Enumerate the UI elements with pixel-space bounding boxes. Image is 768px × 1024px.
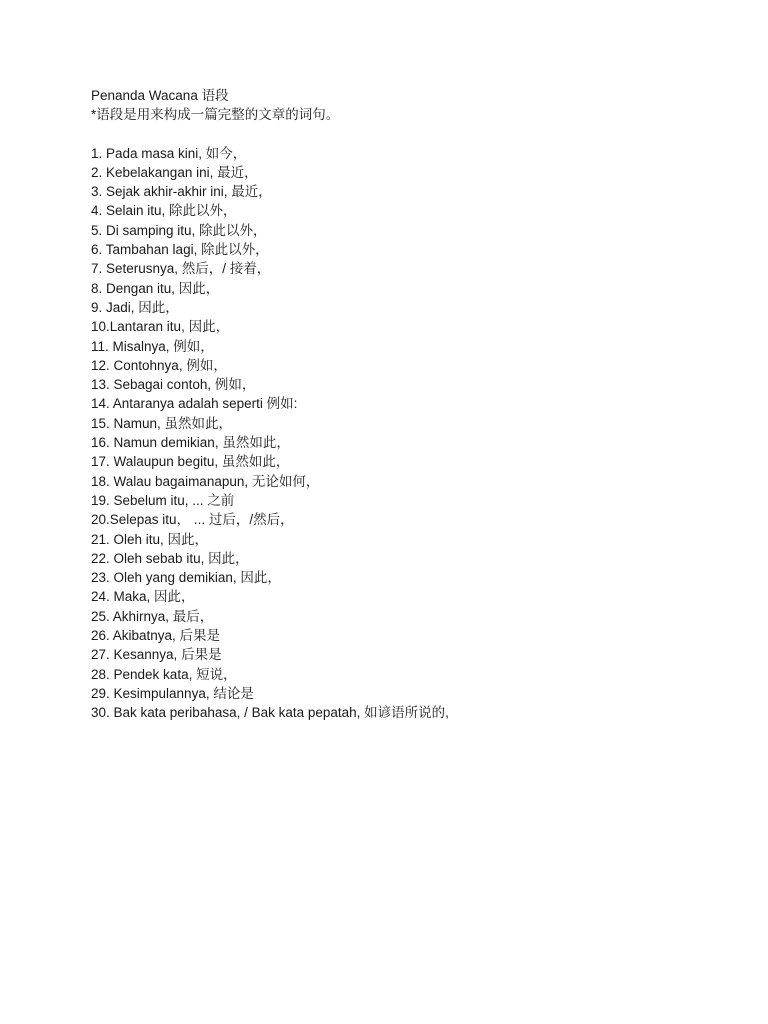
list-item: 20.Selepas itu， ... 过后，/然后， xyxy=(91,512,294,528)
list-item: 9. Jadi, 因此， xyxy=(91,299,179,315)
list-item: 8. Dengan itu, 因此， xyxy=(91,280,220,296)
list-item: 21. Oleh itu, 因此， xyxy=(91,531,209,547)
list-item: 28. Pendek kata, 短说， xyxy=(91,666,237,682)
list-item: 25. Akhirnya, 最后， xyxy=(91,608,214,624)
list-item: 30. Bak kata peribahasa, / Bak kata pepatah, 如谚语所说的, xyxy=(91,705,449,721)
list-item: 2. Kebelakangan ini, 最近， xyxy=(91,164,258,180)
list-item: 16. Namun demikian, 虽然如此， xyxy=(91,435,290,451)
list-item: 12. Contohnya, 例如， xyxy=(91,357,227,373)
document-page xyxy=(91,86,731,723)
list-item: 13. Sebagai contoh, 例如， xyxy=(91,377,256,393)
list-item: 24. Maka, 因此， xyxy=(91,589,195,605)
list-item: 7. Seterusnya, 然后，/ 接着， xyxy=(91,261,271,277)
list-item: 26. Akibatnya, 后果是 xyxy=(91,628,221,644)
list-item: 29. Kesimpulannya, 结论是 xyxy=(91,685,254,701)
list-item: 10.Lantaran itu, 因此， xyxy=(91,319,230,335)
list-item: 22. Oleh sebab itu, 因此， xyxy=(91,550,249,566)
list-item: 17. Walaupun begitu, 虽然如此， xyxy=(91,454,290,470)
list-item: 27. Kesannya, 后果是 xyxy=(91,647,222,663)
document-title: Penanda Wacana 语段 xyxy=(91,88,229,103)
list-item: 14. Antaranya adalah seperti 例如: xyxy=(91,396,298,412)
list-item: 23. Oleh yang demikian, 因此， xyxy=(91,570,281,586)
list-item: 19. Sebelum itu, ... 之前 xyxy=(91,492,235,508)
list-item: 15. Namun, 虽然如此， xyxy=(91,415,233,431)
list-item: 5. Di samping itu, 除此以外， xyxy=(91,222,267,238)
phrase-list xyxy=(91,144,731,723)
list-item: 3. Sejak akhir-akhir ini, 最近， xyxy=(91,184,272,200)
list-item: 1. Pada masa kini, 如今， xyxy=(91,145,247,161)
list-item: 18. Walau bagaimanapun, 无论如何， xyxy=(91,473,320,489)
list-item: 4. Selain itu, 除此以外， xyxy=(91,203,237,219)
list-item: 6. Tambahan lagi, 除此以外， xyxy=(91,242,269,258)
document-subtitle: *语段是用来构成一篇完整的文章的词句。 xyxy=(91,107,340,123)
list-item: 11. Misalnya, 例如， xyxy=(91,338,214,354)
